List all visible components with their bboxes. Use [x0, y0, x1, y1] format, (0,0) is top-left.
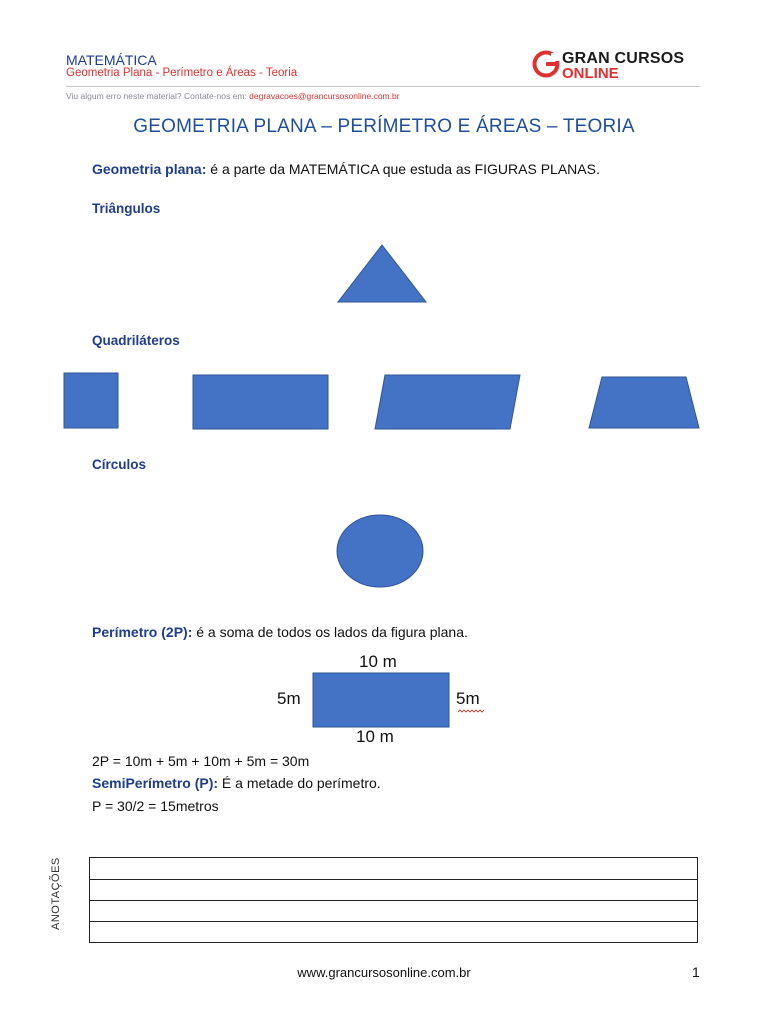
dimension-right-text: 5m	[456, 689, 480, 708]
dimension-top: 10 m	[359, 652, 397, 671]
rectangle-shape	[193, 375, 328, 429]
spellcheck-underline	[458, 709, 484, 713]
header-topic: Geometria Plana - Perímetro e Áreas - Teoria	[66, 67, 298, 79]
perimeter-rectangle-shape	[313, 673, 449, 727]
perimeter-paragraph	[92, 624, 468, 640]
notes-label: ANOTAÇÕES	[50, 857, 62, 930]
logo-g-icon	[532, 50, 560, 78]
circle-figure	[334, 513, 426, 589]
heading-quadrilaterals: Quadriláteros	[92, 333, 180, 348]
contact-line	[66, 91, 400, 101]
logo-text-top: GRAN CURSOS	[562, 50, 685, 67]
perimeter-rectangle-figure	[312, 672, 450, 728]
intro-text: é a parte da MATEMÁTICA que estuda as FIGURAS PLANAS.	[206, 161, 600, 177]
intro-label: Geometria plana:	[92, 161, 207, 177]
dimension-bottom: 10 m	[356, 727, 394, 746]
semiperimeter-label: SemiPerímetro (P):	[92, 775, 219, 791]
dimension-left: 5m	[277, 689, 301, 708]
contact-text: Viu algum erro neste material? Contate-nos em:	[66, 91, 247, 101]
notes-line	[90, 900, 697, 901]
page-title: GEOMETRIA PLANA – PERÍMETRO E ÁREAS – TEORIA	[133, 116, 635, 137]
page-number: 1	[692, 964, 700, 980]
contact-email-link[interactable]: degravacoes@grancursosonline.com.br	[249, 91, 400, 101]
trapezoid-shape	[589, 377, 699, 428]
perimeter-formula: 2P = 10m + 5m + 10m + 5m = 30m	[92, 753, 310, 769]
heading-triangles: Triângulos	[92, 201, 161, 216]
triangle-figure	[336, 244, 428, 304]
notes-line	[90, 879, 697, 880]
perimeter-label: Perímetro (2P):	[92, 624, 193, 640]
semiperimeter-formula: P = 30/2 = 15metros	[92, 798, 219, 814]
notes-box[interactable]	[89, 857, 698, 943]
gran-cursos-logo[interactable]	[532, 50, 702, 84]
dimension-right	[456, 689, 480, 709]
header-divider	[66, 86, 700, 87]
logo-text-bottom: ONLINE	[562, 65, 619, 82]
parallelogram-shape	[375, 375, 520, 429]
semiperimeter-paragraph	[92, 775, 381, 791]
square-shape	[64, 373, 118, 428]
header-subject: MATEMÁTICA	[66, 52, 157, 68]
circle-shape	[337, 515, 423, 587]
perimeter-text: é a soma de todos os lados da figura plana.	[192, 624, 468, 640]
notes-line	[90, 921, 697, 922]
semiperimeter-text: É a metade do perímetro.	[218, 775, 381, 791]
intro-paragraph	[92, 161, 600, 177]
heading-circles: Círculos	[92, 457, 147, 472]
triangle-shape	[338, 245, 426, 302]
footer-url-link[interactable]: www.grancursosonline.com.br	[297, 965, 471, 980]
quadrilaterals-figures	[62, 372, 702, 432]
